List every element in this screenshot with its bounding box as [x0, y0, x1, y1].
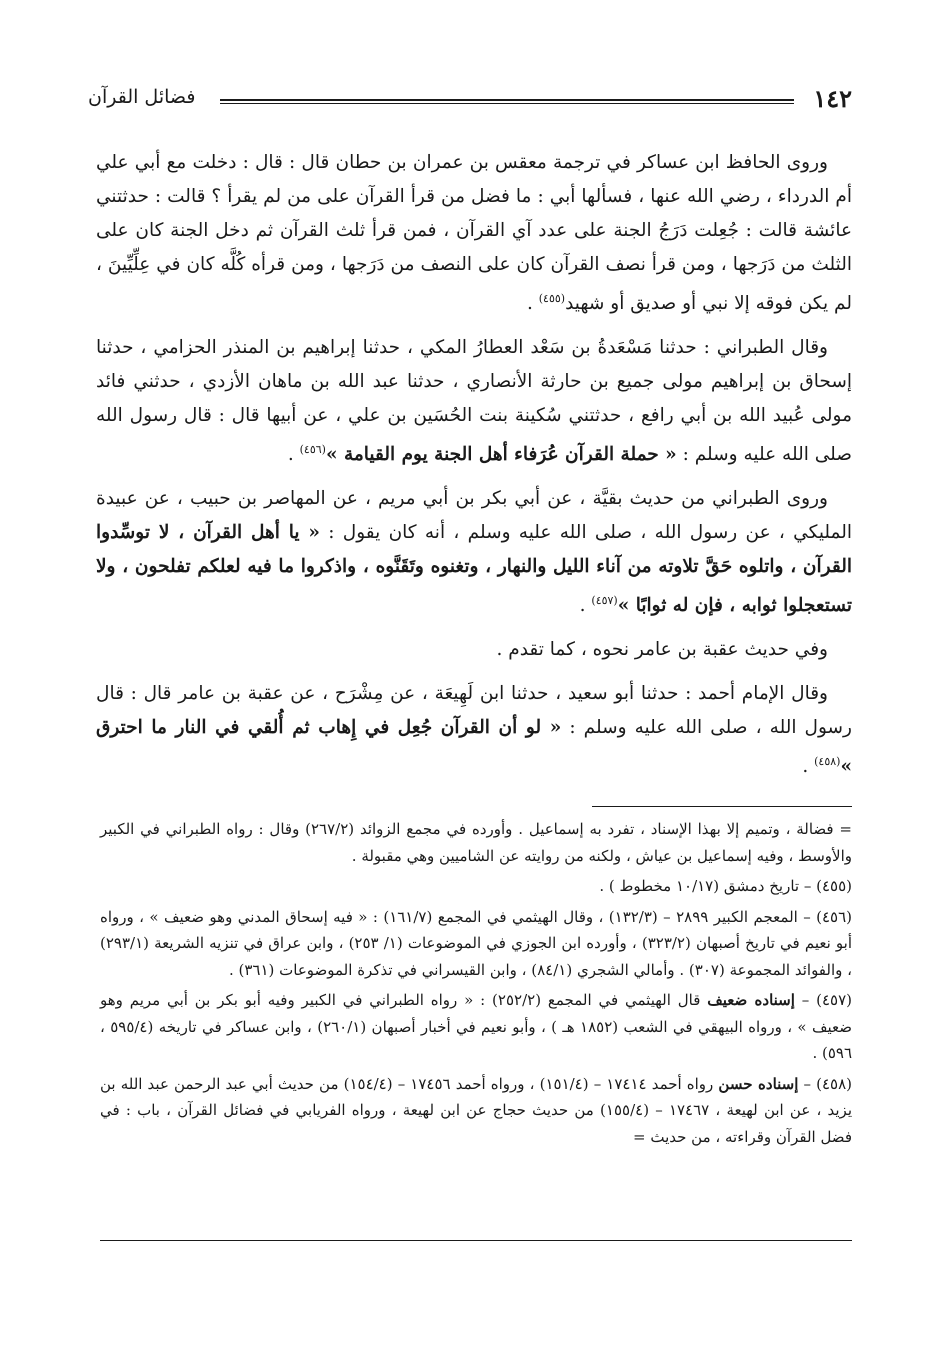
footnote-ref: (٤٥٨) [814, 755, 841, 769]
paragraph-tail: . [287, 444, 300, 466]
footnote [100, 873, 852, 900]
page-number: ١٤٢ [813, 84, 852, 113]
footnote-text: رواه أحمد ١٧٤١٤ – (١٥١/٤) ، ورواه أحمد ١٧٤٥٦ – (١٥٤/٤) من حديث أبي عبد الرحمن عبد الله بن يزيد ، عن ابن لهيعة ، ١٧٤٦٧ – (١٥٥/٤) من حديث حجاج عن ابن لهيعة ، ورواه الفريابي في فضائل القرآن ، باب : في فضل القرآن وقراءته ، من حديث = [100, 1074, 853, 1146]
footnote-text: = فضالة ، وتميم إلا بهذا الإسناد ، تفرد به إسماعيل . وأورده في مجمع الزوائد (٢٦٧/٢) وقال : رواه الطبراني في الكبير والأوسط ، وفيه إسماعيل بن عياش ، ولكنه من روايته عن الشاميين وهي مقبولة . [100, 820, 853, 865]
footnote-grading: إسناده حسن [718, 1074, 799, 1093]
page-header [88, 84, 852, 118]
footnotes [100, 816, 852, 1154]
paragraph-tail: . [802, 756, 815, 778]
footnote-number: (٤٥٧) – [794, 991, 852, 1009]
running-title: فضائل القرآن [88, 86, 196, 108]
paragraph-text: وروى الحافظ ابن عساكر في ترجمة معقس بن عمران بن حطان قال : قال : دخلت مع أبي علي أم الدرداء ، رضي الله عنها ، فسألها أبي : ما فضل من قرأ القرآن على من لم يقرأ ؟ قالت : حدثتني عائشة قالت : جُعِلت دَرَجُ الجنة على عدد آي القرآن ، فمن قرأ ثلث القرآن ثم دخل الجنة كان على الثلث من دَرَجها ، ومن قرأ نصف القرآن كان على النصف من دَرَجها ، ومن قرأه كُلَّه كان في عِلِّيِّينَ ، لم يكن فوقه إلا نبي أو صديق أو شهيد [96, 152, 852, 315]
header-rule [220, 99, 794, 101]
paragraph-text: وقال الإمام أحمد : حدثنا أبو سعيد ، حدثنا ابن لَهِيعَة ، عن مِشْرَح ، عن عقبة بن عامر قال : قال رسول الله ، صلى الله عليه وسلم : [96, 683, 852, 739]
footnote-separator [592, 806, 852, 807]
footnote-ref: (٤٥٧) [591, 594, 618, 608]
hadith-quote: « يا أهل القرآن ، لا توسِّدوا القرآن ، واتلوه حَقَّ تلاوته من آناء الليل والنهار ، وتغنوه وتَقَنَّوه ، واذكروا ما فيه لعلكم تفلحون ، ولا تستعجلوا ثوابه ، فإن له ثوابًا » [96, 522, 852, 617]
paragraph [96, 633, 852, 667]
footnote-number: (٤٥٨) – [798, 1074, 853, 1093]
footnote [100, 904, 852, 984]
paragraph [96, 482, 852, 623]
footnote [100, 816, 852, 869]
footnote-grading: إسناده ضعيف [707, 991, 795, 1009]
header-rule-thin [220, 103, 794, 104]
paragraph [96, 146, 852, 321]
footnote-text: قال الهيثمي في المجمع (٢٥٢/٢) : « رواه الطبراني في الكبير وفيه أبو بكر بن أبي مريم وهو ضعيف » ، ورواه البيهقي في الشعب (١٨٥٢ هـ ) ، وأبو نعيم في أخبار أصبهان (٢٦٠/١) ، وابن عساكر في تاريخه (٥٩٥/٤ ، ٥٩٦) . [100, 991, 852, 1062]
main-text [96, 146, 852, 795]
paragraph-text: وقال الطبراني : حدثنا مَسْعَدةُ بن سَعْد العطارُ المكي ، حدثنا إبراهيم بن المنذر الحزامي ، حدثنا إسحاق بن إبراهيم مولى جميع بن حارثة الأنصاري ، حدثنا عبد الله بن ماهان الأزدي ، حدثني فائد مولى عُبيد الله بن أبي رافع ، حدثتني سُكينة بنت الحُسَين بن علي ، عن أبيها قال : قال رسول الله صلى الله عليه وسلم : [96, 337, 852, 466]
paragraph [96, 331, 852, 472]
paragraph-text: وروى الطبراني من حديث بقيَّة ، عن أبي بكر بن أبي مريم ، عن المهاصر بن حبيب ، عن عبيدة المليكي ، عن رسول الله ، صلى الله عليه وسلم ، أنه كان يقول : [96, 488, 852, 544]
footnote-ref: (٤٥٦) [299, 443, 326, 457]
hadith-quote: « لو أن القرآن جُعِل في إِهاب ثم أُلقي في النار ما احترق » [96, 717, 852, 778]
hadith-quote: « حملة القرآن عُرَفاء أهل الجنة يوم القيامة » [325, 444, 677, 466]
paragraph-text: وفي حديث عقبة بن عامر نحوه ، كما تقدم . [496, 639, 828, 661]
footnote-text: (٤٥٦) – المعجم الكبير ٢٨٩٩ – (١٣٢/٣) ، وقال الهيثمي في المجمع (١٦١/٧) : « فيه إسحاق المدني وهو ضعيف » ، ورواه أبو نعيم في تاريخ أصبهان (٣٢٣/٢) ، وأورده ابن الجوزي في الموضوعات (١/ ٢٥٣) ، وابن عراق في تنزيه الشريعة (٢٩٣/١) ، والفوائد المجموعة (٣٠٧) . وأمالي الشجري (٨٤/١) ، وابن القيسراني في تذكرة الموضوعات (٣٦١) . [100, 907, 852, 979]
paragraph-tail: . [579, 595, 592, 617]
paragraph-tail: . [526, 293, 539, 315]
footnote [100, 987, 852, 1067]
footnote [100, 1071, 852, 1151]
footnote-bottom-rule [100, 1240, 852, 1241]
paragraph [96, 677, 852, 784]
footnote-text: (٤٥٥) – تاريخ دمشق (١٠/١٧ مخطوط ) . [599, 877, 852, 895]
footnote-ref: (٤٥٥) [538, 292, 566, 305]
